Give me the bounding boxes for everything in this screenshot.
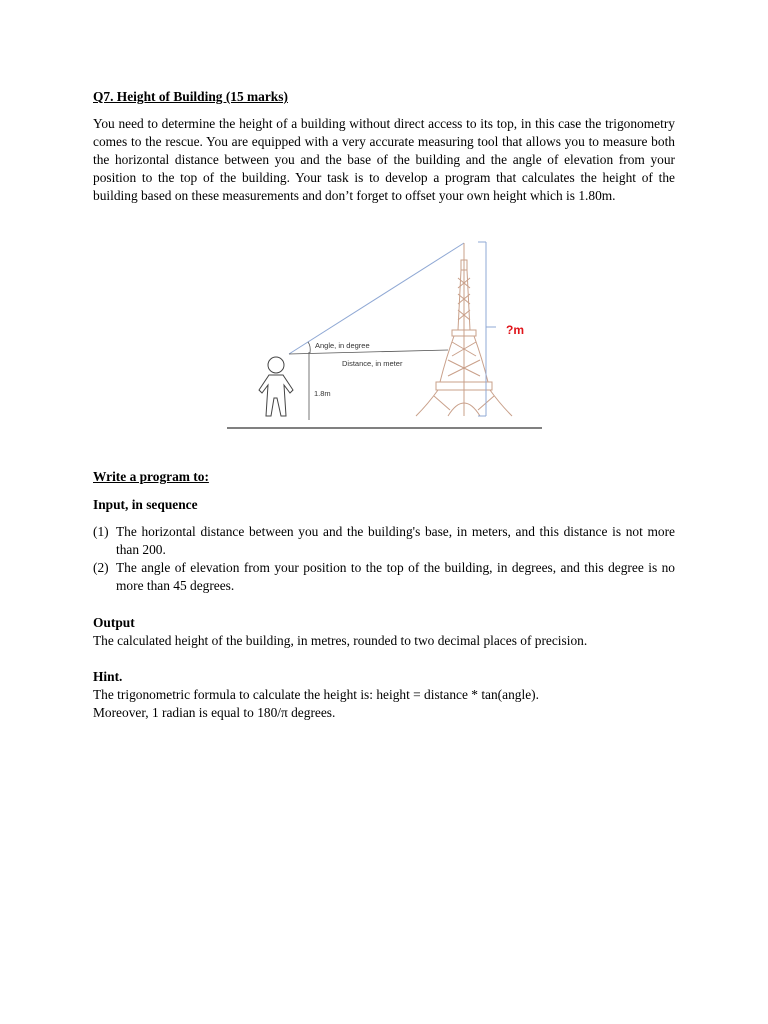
input-list [93, 523, 675, 595]
list-item [93, 523, 675, 559]
question-title: Q7. Height of Building (15 marks) [93, 89, 288, 104]
person-height-label: 1.8m [314, 389, 331, 398]
distance-label: Distance, in meter [342, 359, 403, 368]
list-item-number: (2) [93, 560, 109, 575]
angle-label: Angle, in degree [315, 341, 370, 350]
hint-heading: Hint. [93, 669, 123, 684]
unknown-height-label: ?m [506, 323, 524, 337]
distance-line [289, 350, 448, 354]
output-heading: Output [93, 615, 135, 630]
list-item-text: The angle of elevation from your position to the top of the building, in degrees, and this degree is no more than 45 degrees. [116, 560, 675, 593]
person-figure [259, 357, 293, 416]
input-heading: Input, in sequence [93, 497, 198, 512]
angle-arc [308, 342, 310, 353]
hint-formula: The trigonometric formula to calculate the height is: height = distance * tan(angle). [93, 687, 539, 702]
list-item-number: (1) [93, 524, 109, 539]
height-diagram [220, 238, 550, 438]
task-heading: Write a program to: [93, 469, 209, 484]
output-text: The calculated height of the building, in metres, rounded to two decimal places of precision. [93, 633, 588, 648]
list-item-text: The horizontal distance between you and the building's base, in meters, and this distance is not more than 200. [116, 524, 675, 557]
list-item [93, 559, 675, 595]
sight-line [289, 243, 464, 354]
hint-radian: Moreover, 1 radian is equal to 180/π degrees. [93, 705, 336, 720]
tower-icon [416, 243, 512, 416]
question-intro: You need to determine the height of a building without direct access to its top, in this case the trigonometry comes to the rescue. You are equipped with a very accurate measuring tool that allows you to measure both the horizontal distance between you and the base of the building and the angle of elevation from your position to the top of the building. Your task is to develop a program that calculates the height of the building based on these measurements and don’t forget to offset your own height which is 1.80m. [93, 116, 675, 203]
